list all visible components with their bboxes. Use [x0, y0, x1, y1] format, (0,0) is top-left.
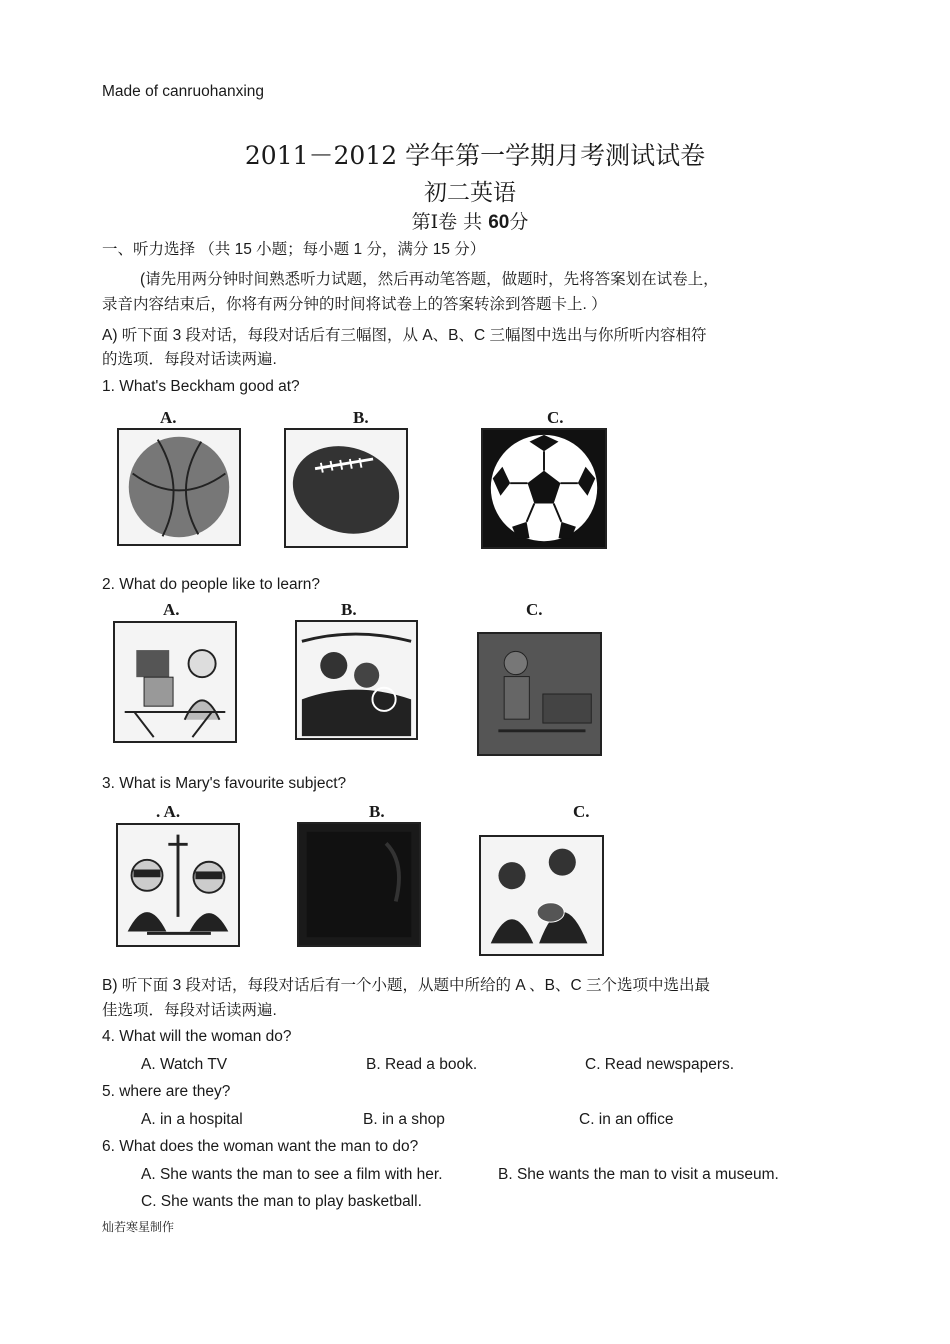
made-of-note: Made of canruohanxing [102, 83, 265, 100]
option-b: B. Read a book. [366, 1056, 478, 1073]
cooking-image [477, 632, 602, 756]
instruction-line: 录音内容结束后，你将有两分钟的时间将试卷上的答案转涂到答题卡上. ） [102, 296, 607, 313]
rugby-ball-image [284, 428, 408, 548]
option-a: A. in a hospital [141, 1111, 243, 1128]
option-b: B. She wants the man to visit a museum. [498, 1166, 779, 1183]
option-c: C. Read newspapers. [585, 1056, 735, 1073]
part-b-instruction: B) 听下面 3 段对话，每段对话后有一个小题，从题中所给的 A 、B、C 三个选项中选出最 [102, 977, 710, 994]
option-label: C. [573, 802, 590, 821]
exam-subject: 初二英语 [424, 180, 516, 206]
part-score: 60 [488, 212, 510, 233]
question-2: 2. What do people like to learn? [102, 576, 320, 593]
option-b: B. in a shop [363, 1111, 445, 1128]
question-1: 1. What's Beckham good at? [102, 378, 300, 395]
part-b-instruction: 佳选项．每段对话读两遍. [102, 1002, 277, 1019]
option-a: A. She wants the man to see a film with her. [141, 1166, 443, 1183]
driving-image [295, 620, 418, 740]
option-label: B. [353, 408, 369, 427]
music-image [479, 835, 604, 956]
option-label: A. [160, 408, 177, 427]
option-label: C. [526, 600, 543, 619]
option-label: A. [163, 600, 180, 619]
question-6: 6. What does the woman want the man to do? [102, 1138, 419, 1155]
chemistry-lab-image [116, 823, 240, 947]
part-suffix: 分 [509, 211, 529, 233]
option-label: B. [341, 600, 357, 619]
part-a-instruction: 的选项．每段对话读两遍. [102, 351, 277, 368]
basketball-image [117, 428, 241, 546]
question-5: 5. where are they? [102, 1083, 231, 1100]
instruction-line: (请先用两分钟时间熟悉听力试题，然后再动笔答题，做题时，先将答案划在试卷上， [140, 271, 719, 288]
exam-title: 2011－2012 学年第一学期月考测试试卷 [244, 141, 706, 170]
part-title [0, 207, 940, 234]
question-4: 4. What will the woman do? [102, 1028, 292, 1045]
dark-image [297, 822, 421, 947]
section-heading: 一、听力选择 （共 15 小题；每小题 1 分，满分 15 分） [102, 241, 486, 258]
option-c: C. in an office [579, 1111, 674, 1128]
option-c: C. She wants the man to play basketball. [141, 1193, 422, 1210]
computer-class-image [113, 621, 237, 743]
footer-credit: 灿若寒星制作 [102, 1220, 175, 1234]
soccer-ball-image [481, 428, 607, 549]
question-3: 3. What is Mary's favourite subject? [102, 775, 347, 792]
option-a: A. Watch TV [141, 1056, 228, 1073]
option-label: . A. [156, 802, 181, 821]
part-prefix: 第Ⅰ卷 共 [411, 211, 483, 233]
option-label: C. [547, 408, 564, 427]
part-a-instruction: A) 听下面 3 段对话，每段对话后有三幅图，从 A、B、C 三幅图中选出与你所听内容相符 [102, 327, 707, 344]
option-label: B. [369, 802, 385, 821]
